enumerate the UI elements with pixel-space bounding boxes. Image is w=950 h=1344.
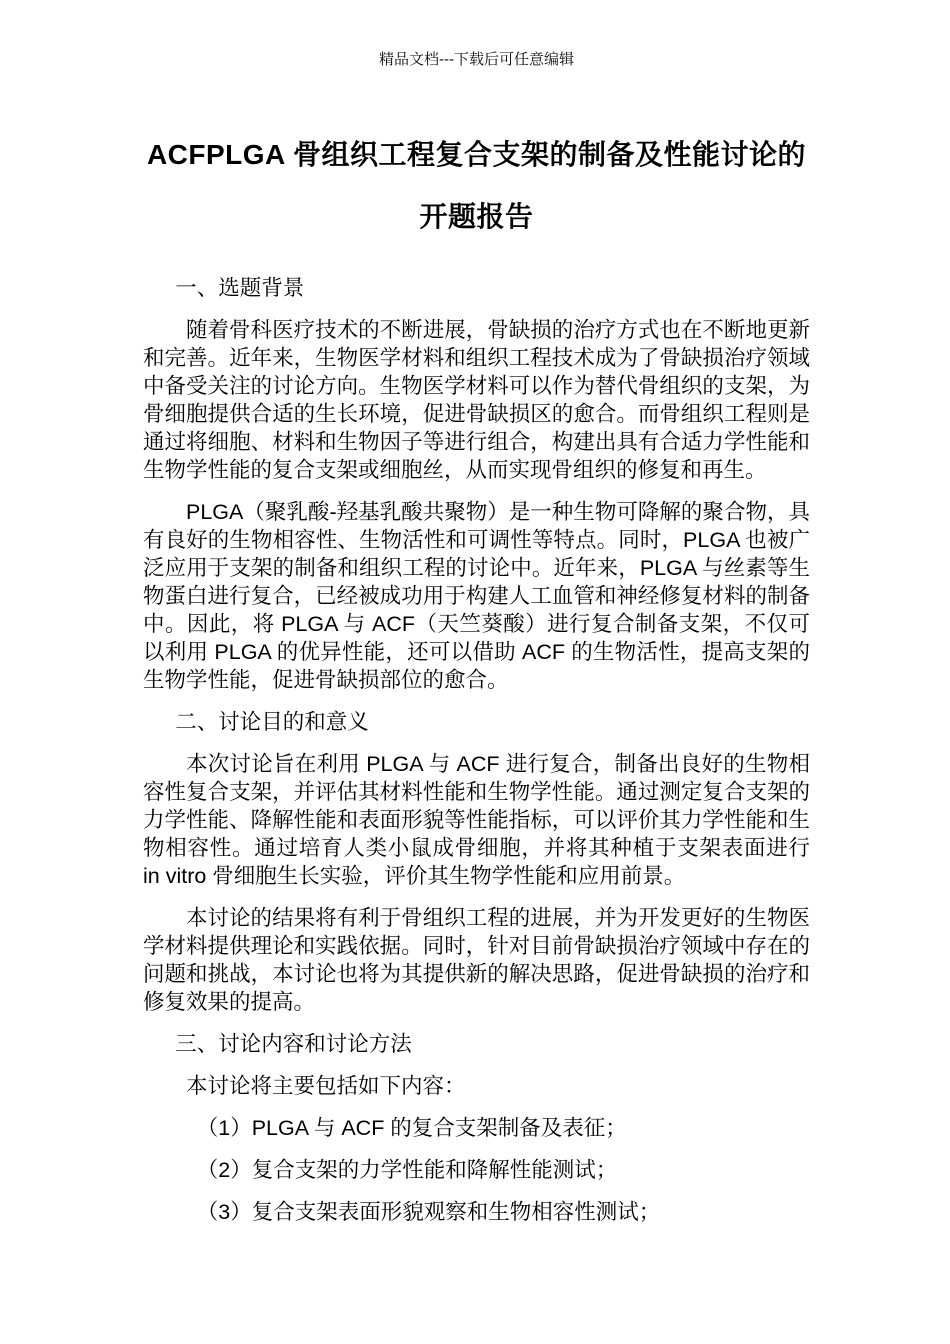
paragraph-purpose-1: 本次讨论旨在利用 PLGA 与 ACF 进行复合，制备出良好的生物相容性复合支架，并评估其材料性能和生物学性能。通过测定复合支架的力学性能、降解性能和表面形貌等性能指标，可以评价其力学性能和生物相容性。通过培育人类小鼠成骨细胞，并将其种植于支架表面进行 in vitro 骨细胞生长实验，评价其生物学性能和应用前景。 — [143, 752, 810, 888]
document-title-line-1: ACFPLGA 骨组织工程复合支架的制备及性能讨论的 — [146, 139, 807, 170]
section-heading-2: 二、讨论目的和意义 — [175, 710, 369, 734]
list-item-3: （3）复合支架表面形貌观察和生物相容性测试； — [196, 1200, 661, 1224]
section-heading-3: 三、讨论内容和讨论方法 — [175, 1032, 412, 1056]
header-note: 精品文档---下载后可任意编辑 — [379, 51, 574, 68]
list-item-2: （2）复合支架的力学性能和降解性能测试； — [196, 1158, 618, 1182]
list-item-1: （1）PLGA 与 ACF 的复合支架制备及表征； — [196, 1116, 627, 1140]
content-intro-line: 本讨论将主要包括如下内容： — [186, 1074, 466, 1098]
paragraph-background-1: 随着骨科医疗技术的不断进展，骨缺损的治疗方式也在不断地更新和完善。近年来，生物医学材料和组织工程技术成为了骨缺损治疗领域中备受关注的讨论方向。生物医学材料可以作为替代骨组织的支架，为骨细胞提供合适的生长环境，促进骨缺损区的愈合。而骨组织工程则是通过将细胞、材料和生物因子等进行组合，构建出具有合适力学性能和生物学性能的复合支架或细胞丝，从而实现骨组织的修复和再生。 — [143, 318, 810, 482]
document-title — [143, 124, 810, 248]
paragraph-purpose-2: 本讨论的结果将有利于骨组织工程的进展，并为开发更好的生物医学材料提供理论和实践依据。同时，针对目前骨缺损治疗领域中存在的问题和挑战，本讨论也将为其提供新的解决思路，促进骨缺损的治疗和修复效果的提高。 — [143, 906, 810, 1014]
document-title-line-2: 开题报告 — [419, 201, 534, 232]
section-heading-1: 一、选题背景 — [175, 276, 305, 300]
paragraph-background-2: PLGA（聚乳酸-羟基乳酸共聚物）是一种生物可降解的聚合物，具有良好的生物相容性、生物活性和可调性等特点。同时，PLGA 也被广泛应用于支架的制备和组织工程的讨论中。近年来，PLGA 与丝素等生物蛋白进行复合，已经被成功用于构建人工血管和神经修复材料的制备中。因此，将 PLGA 与 ACF（天竺葵酸）进行复合制备支架，不仅可以利用 PLGA 的优异性能，还可以借助 ACF 的生物活性，提高支架的生物学性能，促进骨缺损部位的愈合。 — [143, 500, 810, 692]
